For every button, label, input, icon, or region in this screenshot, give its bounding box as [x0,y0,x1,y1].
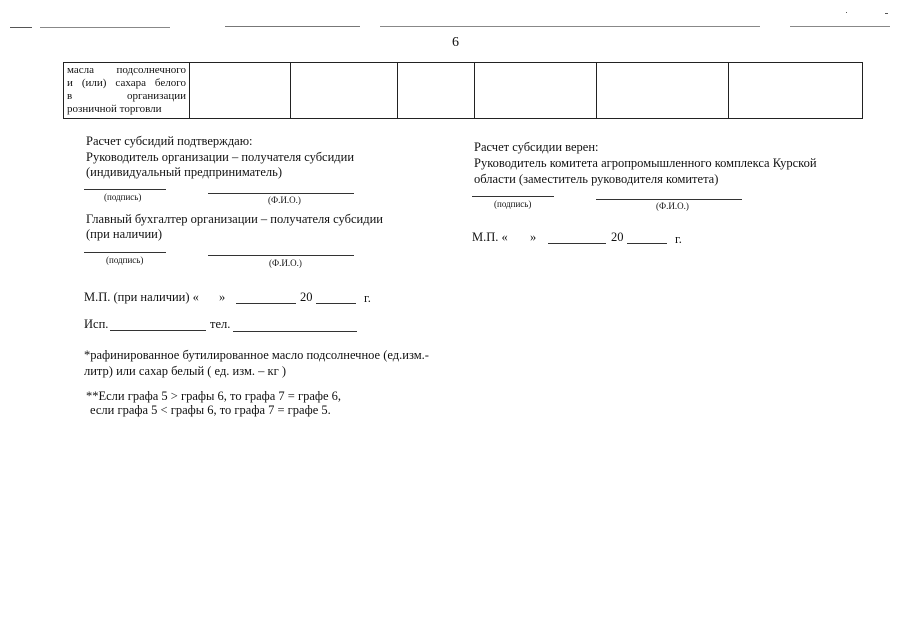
footnote-2: **Если графа 5 > графы 6, то графа 7 = графе 6, [86,389,342,403]
confirm-title: Расчет субсидий подтверждаю: [86,134,253,148]
fio-line [596,199,742,200]
committee-date-month-line [548,243,606,244]
table-cell [729,63,863,119]
committee-date-quote-close: » [530,230,537,244]
committee-stamp-label: М.П. « [472,230,508,244]
date-month-line [236,303,296,304]
verified-title: Расчет субсидии верен: [474,140,599,154]
scan-artifact-dot [885,13,888,14]
page-number: 6 [452,35,459,50]
accountant-title: Главный бухгалтер организации – получателя субсидии [86,212,383,226]
stamp-label: М.П. (при наличии) « [84,290,199,304]
scan-artifact-line [10,27,32,28]
signature-caption: (подпись) [104,192,142,202]
fio-caption: (Ф.И.О.) [656,201,689,211]
org-head-subtitle: (индивидуальный предприниматель) [86,165,282,179]
scan-artifact-line [225,26,360,27]
signature-line [84,189,166,190]
date-year-line [316,303,356,304]
committee-date-year-prefix: 20 [611,230,624,244]
table-cell [291,63,398,119]
fio-line [208,193,354,194]
committee-head-title: Руководитель комитета агропромышленного комплекса Курской [474,156,817,170]
scan-artifact-line [790,26,890,27]
fio-caption: (Ф.И.О.) [269,258,302,268]
scan-artifact-line [40,27,170,28]
fio-caption: (Ф.И.О.) [268,195,301,205]
table-cell [597,63,729,119]
fio-line [208,255,354,256]
executor-line [110,330,206,331]
phone-line [233,331,357,332]
table-cell-line: в организации [67,90,186,102]
table-row [64,63,863,119]
accountant-subtitle: (при наличии) [86,227,163,241]
footnote-1-continued: литр) или сахар белый ( ед. изм. – кг ) [84,364,287,378]
table-cell [398,63,475,119]
date-quote-close: » [219,290,226,304]
committee-date-year-suffix: г. [675,232,682,246]
executor-label: Исп. [84,317,109,331]
table-cell-description [64,63,190,119]
scan-artifact-dot [846,12,847,13]
table-cell-line: масла подсолнечного [67,64,186,76]
footnote-1: *рафинированное бутилированное масло подсолнечное (ед.изм.- [84,348,429,362]
phone-label: тел. [210,317,231,331]
date-year-suffix: г. [364,291,371,305]
signature-line [84,252,166,253]
signature-line [472,196,554,197]
table-cell [190,63,291,119]
table-cell-line: розничной торговли [67,103,162,115]
footnote-2-continued: если графа 5 < графы 6, то графа 7 = графе 5. [90,403,331,417]
subsidy-table [63,62,863,119]
signature-caption: (подпись) [494,199,532,209]
committee-date-year-line [627,243,667,244]
signature-caption: (подпись) [106,255,144,265]
org-head-title: Руководитель организации – получателя субсидии [86,150,355,164]
date-year-prefix: 20 [300,290,313,304]
scan-artifact-line [380,26,760,27]
table-cell-line: и (или) сахара белого [67,77,186,89]
table-cell [475,63,597,119]
committee-head-subtitle: области (заместитель руководителя комитета) [474,172,719,186]
